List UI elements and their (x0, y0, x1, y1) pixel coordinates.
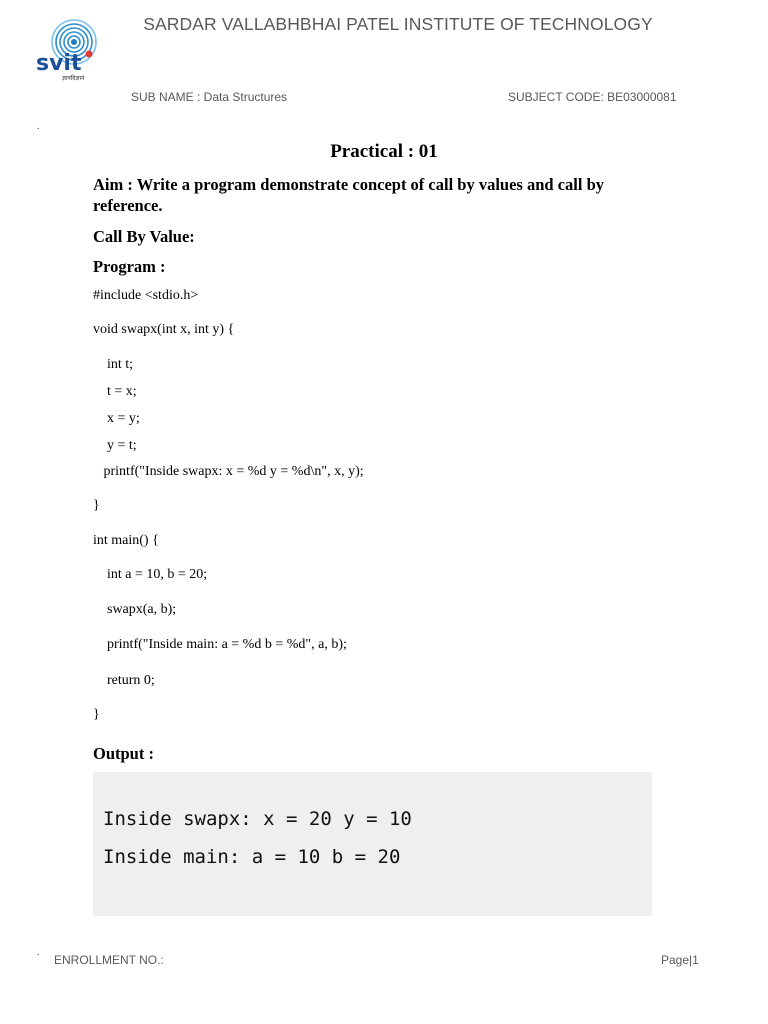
code-line: printf("Inside main: a = %d b = %d", a, b); (93, 637, 347, 652)
stray-mark: . (37, 947, 40, 958)
code-line: } (93, 498, 100, 513)
page-number: Page|1 (661, 953, 699, 967)
enrollment-label: ENROLLMENT NO.: (54, 953, 164, 967)
output-heading: Output : (93, 744, 154, 763)
practical-title: Practical : 01 (330, 141, 438, 162)
stray-mark: . (37, 121, 40, 132)
code-line: t = x; (93, 384, 137, 399)
svg-text:svit: svit (36, 51, 82, 76)
call-by-value-heading: Call By Value: (93, 227, 195, 246)
subject-name: SUB NAME : Data Structures (131, 90, 288, 104)
code-line: y = t; (93, 438, 137, 453)
code-line: x = y; (93, 411, 140, 426)
institute-logo (34, 14, 114, 84)
code-line: int t; (93, 357, 134, 372)
program-heading: Program : (93, 257, 166, 276)
subject-code: SUBJECT CODE: BE03000081 (508, 90, 677, 104)
code-line: printf("Inside swapx: x = %d y = %d\n", x, y); (93, 464, 364, 479)
institute-name: SARDAR VALLABHBHAI PATEL INSTITUTE OF TECHNOLOGY (143, 14, 653, 34)
output-line: Inside main: a = 10 b = 20 (103, 846, 401, 868)
code-line: #include <stdio.h> (93, 288, 199, 303)
aim-text: Aim : Write a program demonstrate concept of call by values and call by reference. (93, 175, 605, 215)
output-line: Inside swapx: x = 20 y = 10 (103, 808, 412, 830)
svit-logo-icon (34, 14, 114, 84)
code-line: int main() { (93, 533, 159, 548)
code-line: swapx(a, b); (93, 602, 177, 617)
code-line: void swapx(int x, int y) { (93, 322, 235, 337)
code-line: return 0; (93, 673, 155, 688)
code-line: } (93, 707, 100, 722)
code-line: int a = 10, b = 20; (93, 567, 208, 582)
svg-text:ज्ञानविज्ञानं: ज्ञानविज्ञानं (62, 75, 85, 82)
output-screenshot (93, 772, 652, 916)
